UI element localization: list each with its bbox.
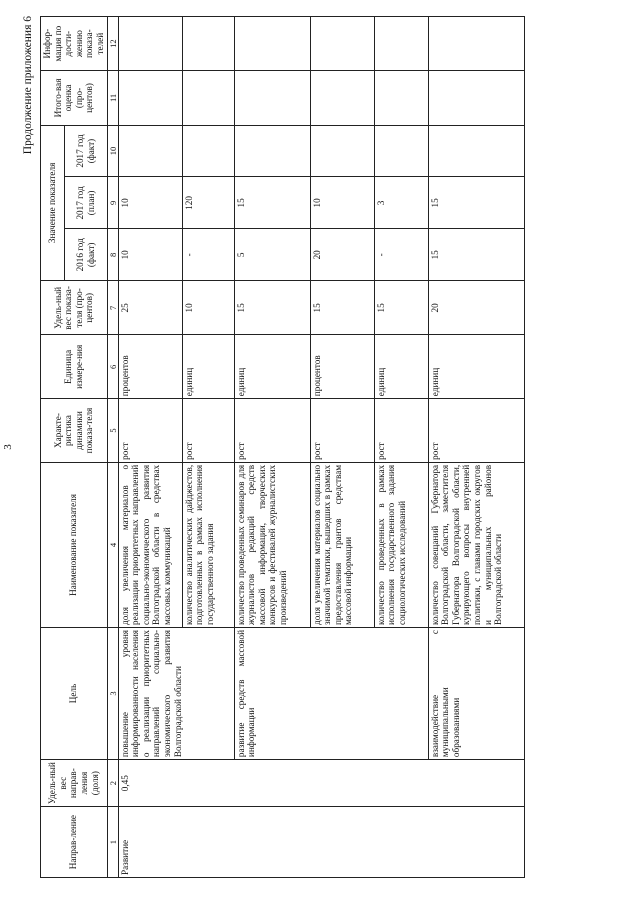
value-2017-plan: 10 — [118, 177, 182, 229]
total-score — [118, 71, 182, 125]
column-index-row — [107, 17, 118, 878]
total-score — [374, 71, 428, 125]
value-2017-fact — [182, 125, 234, 177]
value-2017-plan: 120 — [182, 177, 234, 229]
header-2016-fact: 2016 год (факт) — [64, 229, 107, 281]
value-2016-fact: 10 — [118, 229, 182, 281]
indicator-weight: 15 — [374, 281, 428, 335]
header-goal: Цель — [41, 627, 108, 759]
achievement-info — [182, 17, 234, 71]
value-2017-fact — [118, 125, 182, 177]
value-2017-plan: 3 — [374, 177, 428, 229]
col-index: 6 — [107, 335, 118, 399]
indicator-weight: 10 — [182, 281, 234, 335]
header-total-score: Итого-вая оценка (про-центов) — [41, 71, 108, 125]
value-2017-plan: 15 — [428, 177, 524, 229]
total-score — [428, 71, 524, 125]
value-2016-fact: 15 — [428, 229, 524, 281]
indicator-name: количество совещаний Губернатора Волгоградской области, заместителя Губернатора Волгоградской области, курирующего вопросы внутренней политики, с главами городских округов и муниципальных районов Волгоградской области — [428, 462, 524, 627]
header-indicator-name: Наименование показателя — [41, 462, 108, 627]
value-2017-fact — [234, 125, 310, 177]
indicator-name: доля увеличения материалов о реализации приоритетных направлений социально-экономического развития Волгоградской области в средствах массовых коммуникаций — [118, 462, 182, 627]
indicator-weight: 15 — [234, 281, 310, 335]
header-indicator-value: Значение показателя — [41, 125, 65, 281]
indicator-name: количество проведенных семинаров для журналистов редакций средств массовой информации, творческих конкурсов и фестивалей журналистских произведений — [234, 462, 310, 627]
value-2017-fact — [310, 125, 374, 177]
indicator-name: количество аналитических дайджестов, подготовленных в рамках исполнения государственного задания — [182, 462, 234, 627]
table-row — [118, 17, 182, 878]
goal-cell: взаимодействие с муниципальными образованиями — [428, 627, 524, 759]
total-score — [310, 71, 374, 125]
table-caption: Продолжение приложения 6 — [22, 16, 34, 155]
col-index: 7 — [107, 281, 118, 335]
col-index: 10 — [107, 125, 118, 177]
indicator-weight: 20 — [428, 281, 524, 335]
indicator-dynamics: рост — [428, 399, 524, 463]
indicator-dynamics: рост — [310, 399, 374, 463]
goal-cell: повышение уровня информированности населения о реализации приоритетных направлений социально-экономического развития Волгоградской области — [118, 627, 234, 759]
total-score — [234, 71, 310, 125]
goal-cell: развитие средств массовой информации — [234, 627, 428, 759]
page-number: 3 — [2, 444, 14, 450]
col-index: 2 — [107, 760, 118, 807]
header-achievement-info: Инфор-мация по дости-жению показа-телей — [41, 17, 108, 71]
header-dynamics: Характе-ристика динамики показа-теля — [41, 399, 108, 463]
rotated-sheet — [2, 16, 622, 878]
total-score — [182, 71, 234, 125]
indicator-dynamics: рост — [234, 399, 310, 463]
value-2017-fact — [428, 125, 524, 177]
col-index: 5 — [107, 399, 118, 463]
col-index: 3 — [107, 627, 118, 759]
value-2016-fact: 20 — [310, 229, 374, 281]
achievement-info — [374, 17, 428, 71]
indicator-unit: процентов — [310, 335, 374, 399]
achievement-info — [234, 17, 310, 71]
col-index: 11 — [107, 71, 118, 125]
achievement-info — [428, 17, 524, 71]
indicators-table — [40, 16, 525, 878]
col-index: 12 — [107, 17, 118, 71]
indicator-dynamics: рост — [374, 399, 428, 463]
indicator-dynamics: рост — [118, 399, 182, 463]
value-2017-plan: 15 — [234, 177, 310, 229]
value-2017-fact — [374, 125, 428, 177]
table-row — [234, 17, 310, 878]
indicator-name: количество проведенных в рамках исполнения государственного задания социологических исследований — [374, 462, 428, 627]
value-2016-fact: 5 — [234, 229, 310, 281]
indicator-unit: единиц — [428, 335, 524, 399]
indicator-weight: 25 — [118, 281, 182, 335]
indicator-unit: единиц — [374, 335, 428, 399]
header-indicator-weight: Удель-ный вес показа-теля (про-центов) — [41, 281, 108, 335]
col-index: 4 — [107, 462, 118, 627]
indicator-unit: единиц — [234, 335, 310, 399]
header-direction: Направ-ление — [41, 807, 108, 878]
col-index: 1 — [107, 807, 118, 878]
value-2016-fact: - — [374, 229, 428, 281]
table-row — [428, 17, 524, 878]
indicator-name: доля увеличения материалов социально значимой тематики, вышедших в рамках предоставления грантов средствам массовой информации — [310, 462, 374, 627]
col-index: 8 — [107, 229, 118, 281]
header-2017-plan: 2017 год (план) — [64, 177, 107, 229]
header-direction-weight: Удель-ный вес направ-ления (доля) — [41, 760, 108, 807]
value-2016-fact: - — [182, 229, 234, 281]
indicator-unit: процентов — [118, 335, 182, 399]
header-2017-fact: 2017 год (факт) — [64, 125, 107, 177]
achievement-info — [310, 17, 374, 71]
direction-cell: Развитие — [118, 807, 524, 878]
indicator-weight: 15 — [310, 281, 374, 335]
indicator-unit: единиц — [182, 335, 234, 399]
achievement-info — [118, 17, 182, 71]
indicator-dynamics: рост — [182, 399, 234, 463]
col-index: 9 — [107, 177, 118, 229]
header-unit: Единица измере-ния — [41, 335, 108, 399]
header-row — [41, 17, 65, 878]
value-2017-plan: 10 — [310, 177, 374, 229]
direction-weight-cell: 0,45 — [118, 760, 524, 807]
